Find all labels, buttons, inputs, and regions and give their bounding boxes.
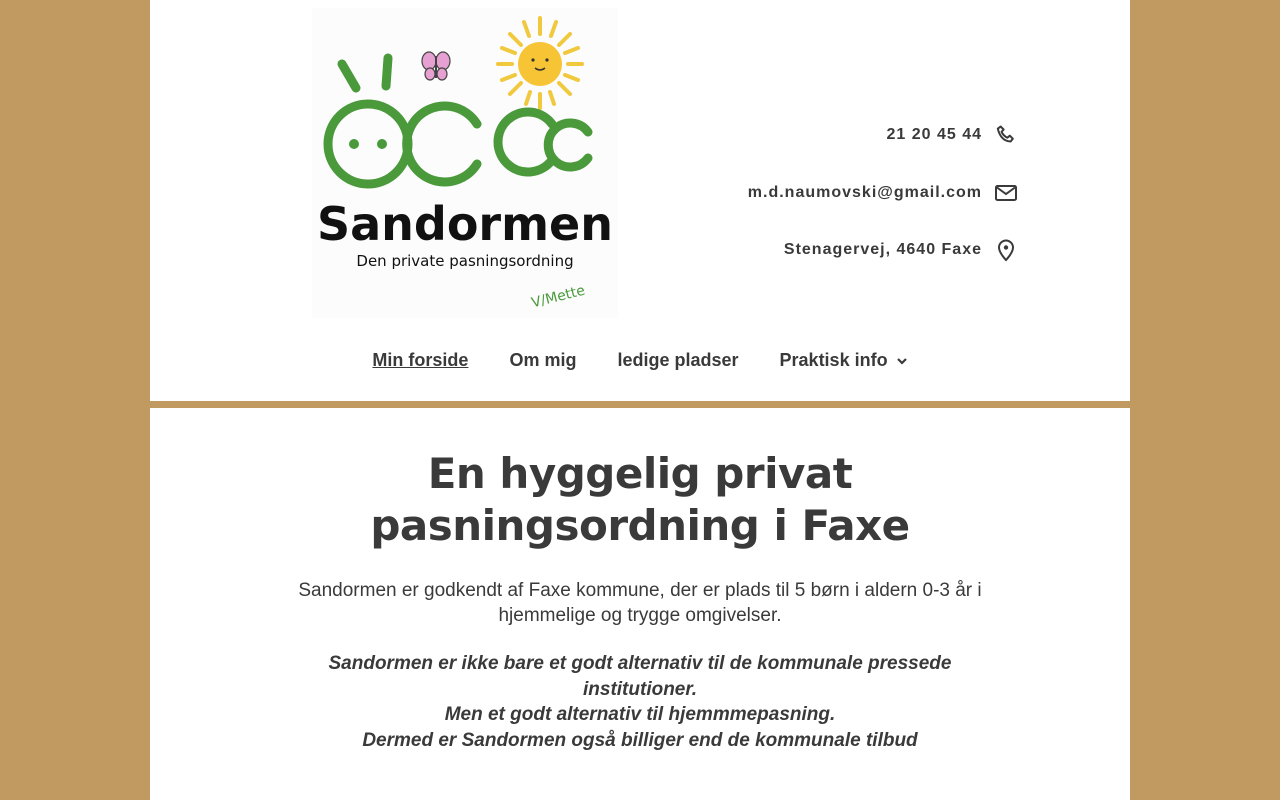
- intro-text: Sandormen er godkendt af Faxe kommune, der er plads til 5 børn i aldern 0-3 år i hjemmelige og trygge omgivelser.: [298, 580, 982, 626]
- highlight-line: Dermed er Sandormen også billiger end de kommunale tilbud: [362, 729, 918, 751]
- page-heading: En hyggelig privat pasningsordning i Faxe: [370, 449, 910, 550]
- highlight-line: Men et godt alternativ til hjemmmepasning.: [444, 704, 836, 725]
- phone-number[interactable]: 21 20 45 44: [886, 126, 982, 143]
- nav-item-min-forside[interactable]: Min forside: [372, 350, 469, 370]
- nav-item-praktisk-info-label: Praktisk info: [779, 350, 888, 370]
- street-address[interactable]: Stenagervej, 4640 Faxe: [783, 241, 982, 258]
- phone-icon: [994, 123, 1018, 147]
- nav-item-ledige-pladser[interactable]: ledige pladser: [617, 350, 739, 370]
- highlight-text: [310, 651, 970, 753]
- logo-name: Sandormen: [316, 197, 614, 251]
- mail-icon: [994, 181, 1018, 205]
- email-address[interactable]: m.d.naumovski@gmail.com: [747, 184, 982, 201]
- highlight-line: Sandormen er ikke bare et godt alternativ til de kommunale pressede institutioner.: [328, 653, 952, 700]
- chevron-down-icon: [896, 351, 908, 372]
- butterfly-icon: [422, 52, 450, 80]
- site-logo[interactable]: [312, 8, 618, 318]
- header-divider: [150, 401, 1130, 408]
- nav-item-om-mig[interactable]: Om mig: [509, 350, 577, 370]
- logo-image: [312, 8, 618, 318]
- logo-subtitle: Den private pasningsordning: [356, 252, 574, 270]
- contact-phone[interactable]: [886, 123, 1018, 147]
- main-content: [150, 408, 1130, 800]
- page: [150, 0, 1130, 800]
- contact-email[interactable]: [748, 181, 1018, 205]
- location-pin-icon: [994, 238, 1018, 262]
- logo-signature: V/Mette: [529, 282, 587, 312]
- site-header: [150, 0, 1130, 401]
- nav-item-praktisk-info[interactable]: [780, 350, 908, 372]
- contact-address[interactable]: [784, 238, 1018, 262]
- main-navigation: [150, 350, 1130, 372]
